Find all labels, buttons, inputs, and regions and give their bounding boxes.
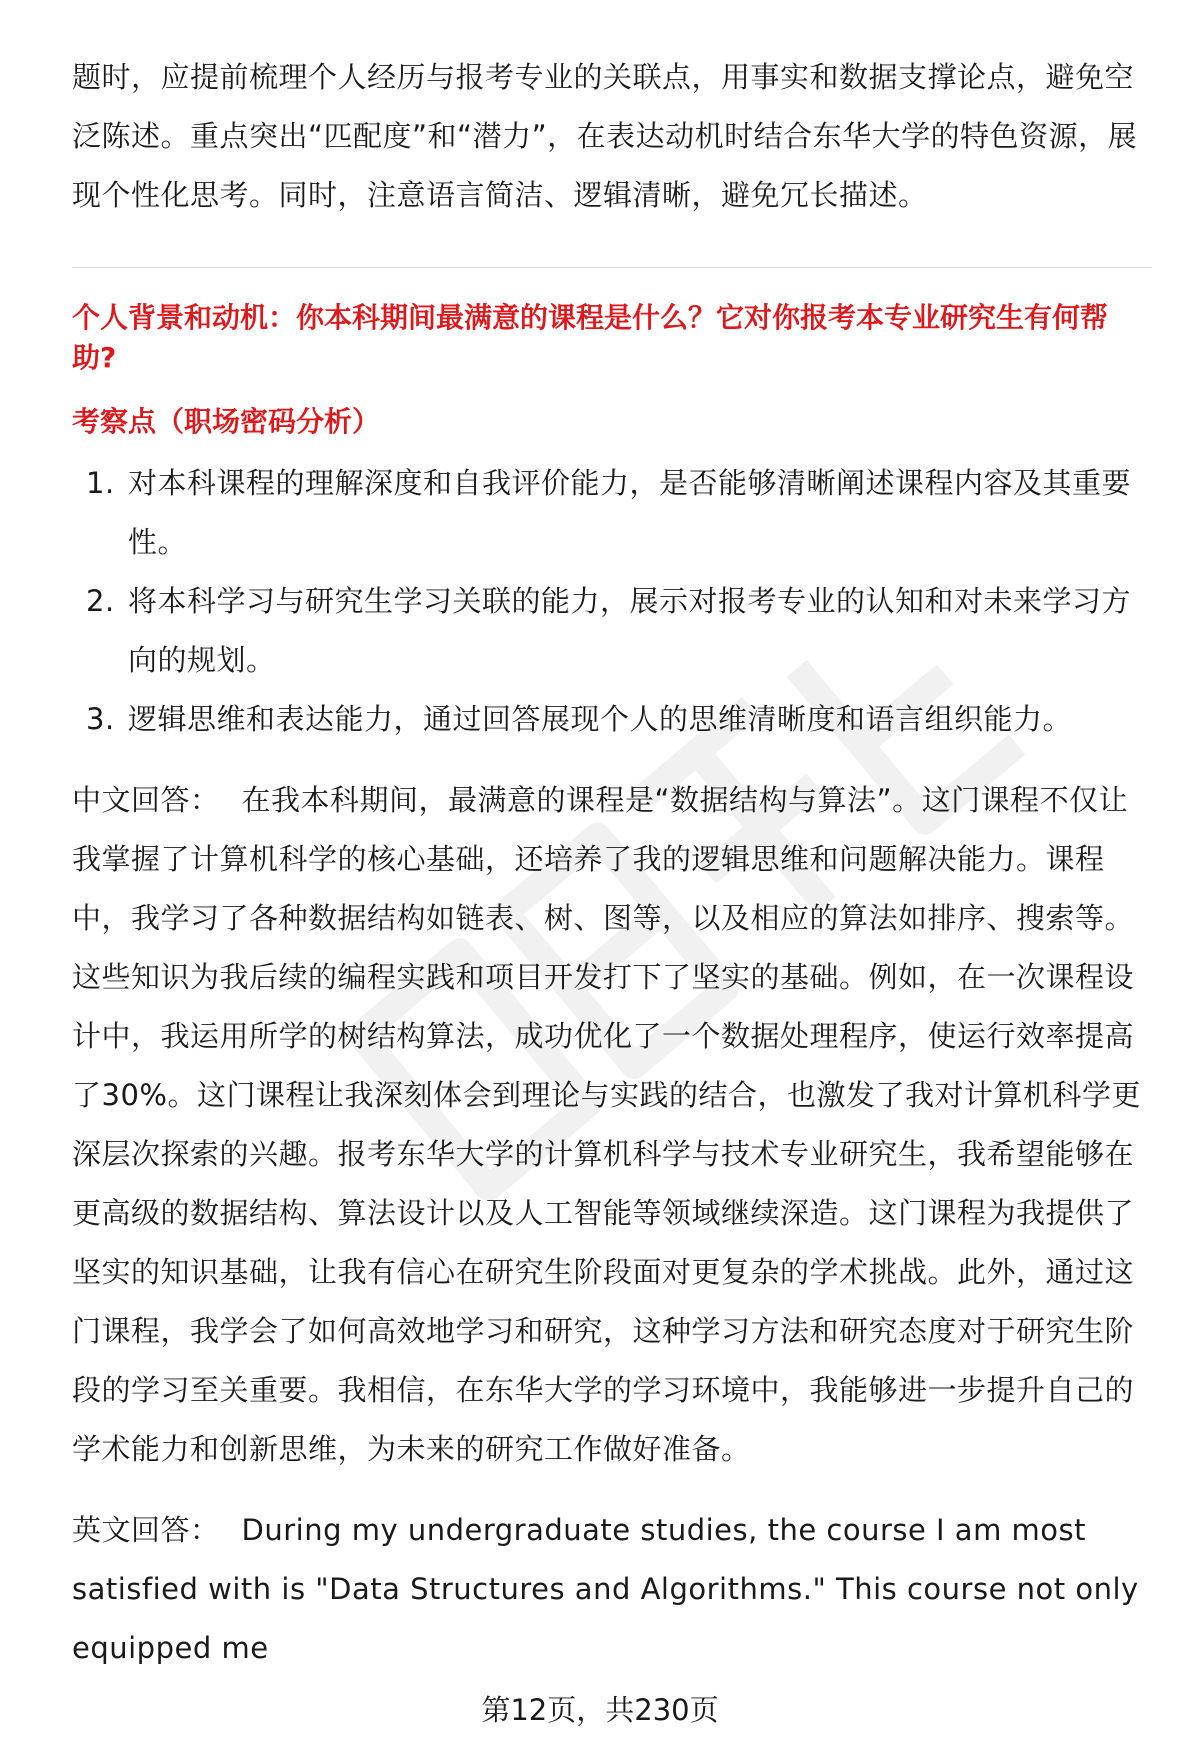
list-item bbox=[72, 690, 1152, 749]
chinese-answer-label: 中文回答： bbox=[72, 783, 220, 817]
section-divider bbox=[72, 267, 1152, 268]
assessment-list bbox=[72, 454, 1152, 749]
intro-paragraph: 题时，应提前梳理个人经历与报考专业的关联点，用事实和数据支撑论点，避免空泛陈述。重点突出“匹配度”和“潜力”，在表达动机时结合东华大学的特色资源，展现个性化思考。同时，注意语言简洁、逻辑清晰，避免冗长描述。 bbox=[72, 60, 1138, 212]
list-item-text: 对本科课程的理解深度和自我评价能力，是否能够清晰阐述课程内容及其重要性。 bbox=[128, 466, 1132, 559]
list-item-number: 1. bbox=[86, 466, 115, 500]
list-item bbox=[72, 572, 1152, 690]
list-item-number: 3. bbox=[86, 702, 115, 736]
english-answer bbox=[72, 1501, 1152, 1678]
document-page bbox=[72, 48, 1152, 1678]
page-footer: 第12页，共230页 bbox=[481, 1693, 719, 1727]
list-item bbox=[72, 454, 1152, 572]
list-item-number: 2. bbox=[86, 584, 115, 618]
question-heading: 个人背景和动机：你本科期间最满意的课程是什么？它对你报考本专业研究生有何帮助? bbox=[72, 301, 1109, 374]
chinese-answer bbox=[72, 771, 1152, 1479]
assessment-heading: 考察点（职场密码分析） bbox=[72, 405, 381, 438]
english-answer-label: 英文回答： bbox=[72, 1513, 220, 1547]
list-item-text: 将本科学习与研究生学习关联的能力，展示对报考专业的认知和对未来学习方向的规划。 bbox=[128, 584, 1132, 677]
english-answer-text: During my undergraduate studies, the course I am most satisfied with is "Data Structures and Algorithms." This course not only equipped me bbox=[72, 1513, 1139, 1665]
list-item-text: 逻辑思维和表达能力，通过回答展现个人的思维清晰度和语言组织能力。 bbox=[128, 702, 1073, 736]
chinese-answer-text: 在我本科期间，最满意的课程是“数据结构与算法”。这门课程不仅让我掌握了计算机科学的核心基础，还培养了我的逻辑思维和问题解决能力。课程中，我学习了各种数据结构如链表、树、图等，以及相应的算法如排序、搜索等。这些知识为我后续的编程实践和项目开发打下了坚实的基础。例如，在一次课程设计中，我运用所学的树结构算法，成功优化了一个数据处理程序，使运行效率提高了30%。这门课程让我深刻体会到理论与实践的结合，也激发了我对计算机科学更深层次探索的兴趣。报考东华大学的计算机科学与技术专业研究生，我希望能够在更高级的数据结构、算法设计以及人工智能等领域继续深造。这门课程为我提供了坚实的知识基础，让我有信心在研究生阶段面对更复杂的学术挑战。此外，通过这门课程，我学会了如何高效地学习和研究，这种学习方法和研究态度对于研究生阶段的学习至关重要。我相信，在东华大学的学习环境中，我能够进一步提升自己的学术能力和创新思维，为未来的研究工作做好准备。 bbox=[72, 783, 1141, 1466]
